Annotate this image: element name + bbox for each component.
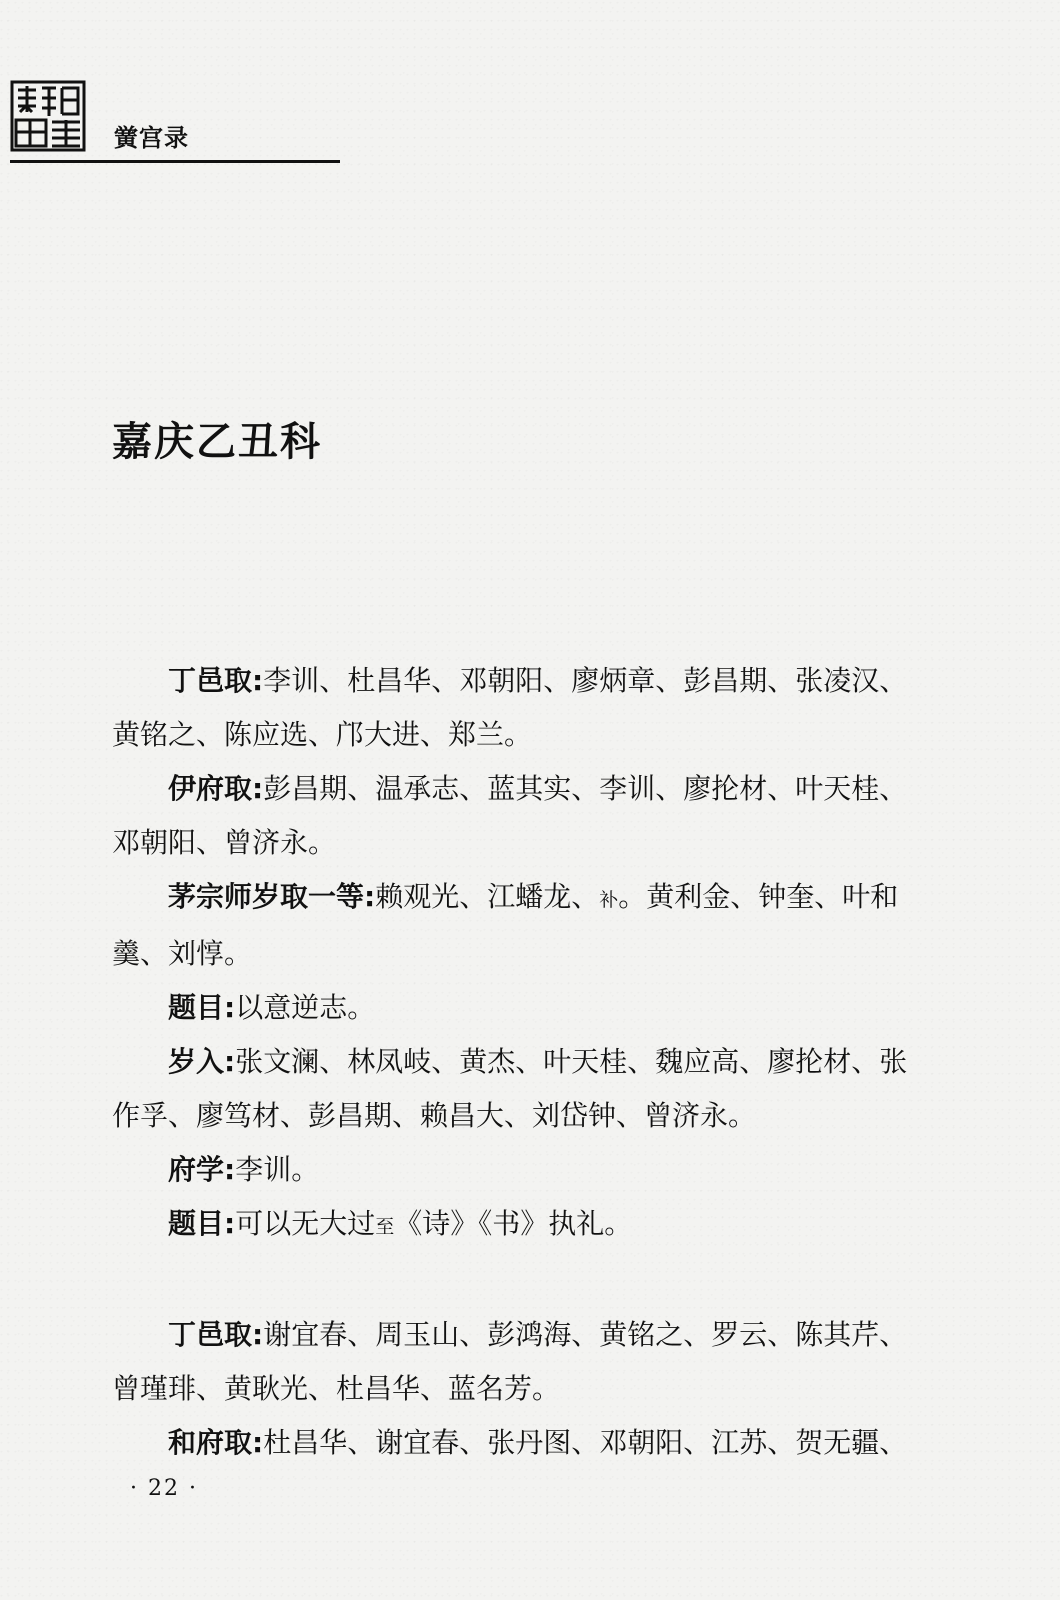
entry-text: 谢宜春、周玉山、彭鸿海、黄铭之、罗云、陈其芹、曾瑾琲、黄耿光、杜昌华、蓝名芳。	[112, 1318, 908, 1405]
paragraph	[112, 1197, 932, 1254]
entry-text: 可以无大过	[235, 1207, 376, 1240]
entry-label: 茅宗师岁取一等:	[168, 880, 376, 913]
entry-text: 彭昌期、温承志、蓝其实、李训、廖抡材、叶天桂、邓朝阳、曾济永。	[112, 772, 908, 859]
book-title: 黉宫录	[114, 124, 189, 152]
seal-stamp-icon	[10, 80, 86, 152]
entry-text: 杜昌华、谢宜春、张丹图、邓朝阳、江苏、贺无疆、	[263, 1426, 908, 1459]
entry-text: 以意逆志。	[235, 991, 376, 1024]
body-text	[112, 654, 932, 1470]
small-annotation: 补	[599, 889, 619, 911]
paragraph	[112, 762, 932, 870]
entry-label: 岁入:	[168, 1045, 236, 1078]
paragraph	[112, 870, 932, 981]
chapter-title: 嘉庆乙丑科	[112, 418, 322, 465]
entry-text: 张文澜、林凤岐、黄杰、叶天桂、魏应高、廖抡材、张作孚、廖笃材、彭昌期、赖昌大、刘岱钟、曾济永。	[112, 1045, 908, 1132]
entry-label: 伊府取:	[168, 772, 264, 805]
page-number: · 22 ·	[130, 1476, 198, 1501]
entry-label: 题目:	[168, 1207, 236, 1240]
entry-text: 《诗》《书》执礼。	[394, 1207, 633, 1240]
entry-label: 府学:	[168, 1153, 236, 1186]
paragraph	[112, 981, 932, 1035]
running-header	[10, 80, 340, 170]
section-gap	[112, 1254, 932, 1308]
entry-label: 丁邑取:	[168, 664, 264, 697]
paragraph	[112, 1416, 932, 1470]
entry-label: 丁邑取:	[168, 1318, 264, 1351]
entry-label: 和府取:	[168, 1426, 264, 1459]
entry-text: 李训。	[235, 1153, 320, 1186]
small-annotation: 至	[375, 1216, 395, 1238]
header-rule	[10, 160, 340, 163]
entry-text: 赖观光、江蟠龙、	[375, 880, 600, 913]
paragraph	[112, 1035, 932, 1143]
paragraph	[112, 654, 932, 762]
entry-text: 李训、杜昌华、邓朝阳、廖炳章、彭昌期、张凌汉、黄铭之、陈应选、邝大进、郑兰。	[112, 664, 908, 751]
entry-text: 。黄利金、钟奎、叶和羹、刘惇。	[112, 880, 899, 970]
paragraph	[112, 1308, 932, 1416]
entry-label: 题目:	[168, 991, 236, 1024]
paragraph	[112, 1143, 932, 1197]
